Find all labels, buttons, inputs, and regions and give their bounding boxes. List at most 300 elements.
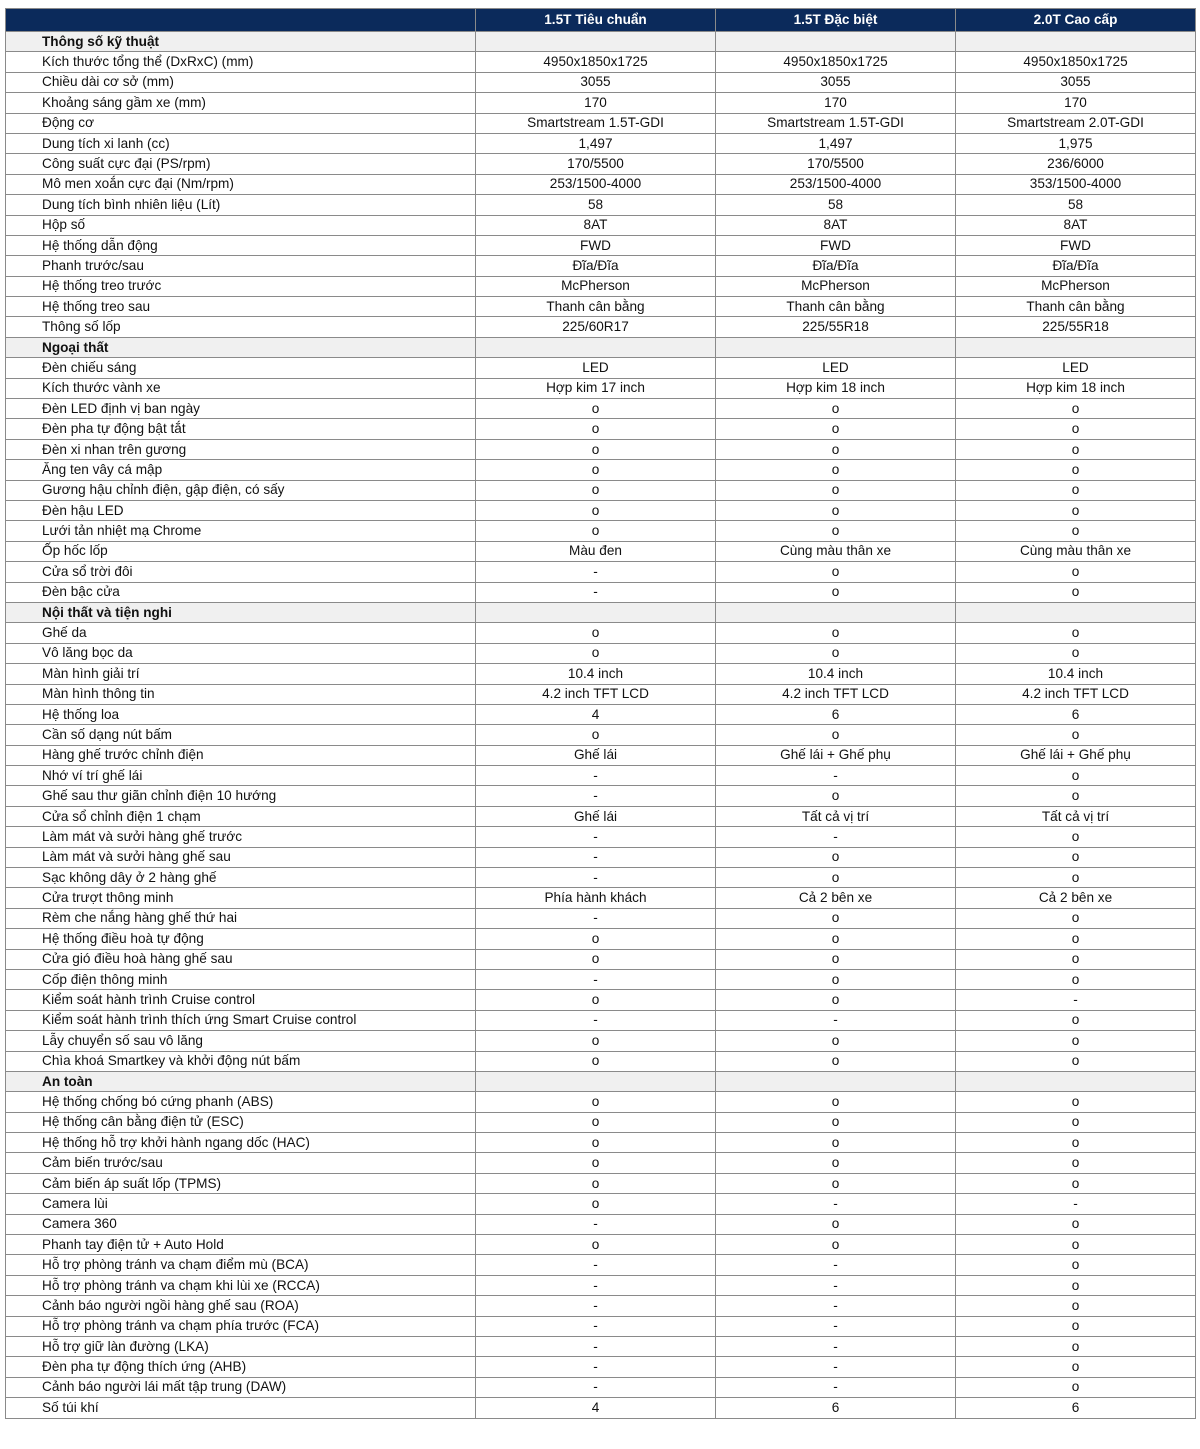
section-empty-cell	[476, 1071, 716, 1091]
row-value: 58	[716, 195, 956, 215]
section-empty-cell	[716, 1071, 956, 1091]
row-value: -	[716, 1337, 956, 1357]
row-label: Đèn chiếu sáng	[6, 358, 476, 378]
table-row	[6, 133, 1196, 153]
row-label: Hỗ trợ phòng tránh va chạm phía trước (FCA)	[6, 1316, 476, 1336]
row-label: Kiểm soát hành trình thích ứng Smart Cruise control	[6, 1010, 476, 1030]
row-label: Làm mát và sưởi hàng ghế sau	[6, 847, 476, 867]
row-value: o	[956, 766, 1196, 786]
row-value: o	[716, 1235, 956, 1255]
row-value: 6	[956, 704, 1196, 724]
table-row	[6, 1031, 1196, 1051]
row-value: 1,497	[476, 133, 716, 153]
row-value: o	[476, 480, 716, 500]
row-value: o	[956, 1235, 1196, 1255]
column-header-3: 2.0T Cao cấp	[956, 9, 1196, 32]
table-row	[6, 1235, 1196, 1255]
row-value: o	[956, 949, 1196, 969]
row-value: -	[476, 786, 716, 806]
row-value: o	[716, 419, 956, 439]
row-value: -	[716, 1275, 956, 1295]
row-value: 4.2 inch TFT LCD	[956, 684, 1196, 704]
row-label: Hỗ trợ giữ làn đường (LKA)	[6, 1337, 476, 1357]
row-value: o	[476, 949, 716, 969]
table-row	[6, 1357, 1196, 1377]
row-value: o	[716, 460, 956, 480]
row-value: o	[476, 419, 716, 439]
row-value: o	[716, 868, 956, 888]
row-value: 8AT	[476, 215, 716, 235]
row-value: o	[476, 1173, 716, 1193]
row-value: -	[476, 582, 716, 602]
row-value: 10.4 inch	[716, 664, 956, 684]
row-value: o	[716, 908, 956, 928]
row-value: o	[956, 827, 1196, 847]
row-label: Ăng ten vây cá mập	[6, 460, 476, 480]
table-row	[6, 1296, 1196, 1316]
row-value: -	[476, 969, 716, 989]
row-value: 170/5500	[476, 154, 716, 174]
section-title: Thông số kỹ thuật	[6, 32, 476, 52]
row-value: o	[956, 847, 1196, 867]
row-label: Nhớ ví trí ghế lái	[6, 766, 476, 786]
row-value: o	[716, 1112, 956, 1132]
row-value: -	[956, 990, 1196, 1010]
row-value: o	[476, 1153, 716, 1173]
table-row	[6, 766, 1196, 786]
row-value: 4950x1850x1725	[716, 52, 956, 72]
table-row	[6, 1377, 1196, 1397]
row-value: o	[956, 1010, 1196, 1030]
row-label: Cửa sổ trời đôi	[6, 562, 476, 582]
row-value: o	[716, 500, 956, 520]
section-empty-cell	[956, 337, 1196, 357]
row-value: -	[476, 1275, 716, 1295]
section-empty-cell	[716, 602, 956, 622]
table-row	[6, 113, 1196, 133]
spec-table-header	[6, 9, 1196, 32]
row-value: o	[956, 1092, 1196, 1112]
row-value: o	[716, 929, 956, 949]
table-row	[6, 868, 1196, 888]
section-title: Ngoại thất	[6, 337, 476, 357]
table-row	[6, 1316, 1196, 1336]
row-value: -	[476, 766, 716, 786]
row-value: 4950x1850x1725	[476, 52, 716, 72]
row-value: o	[476, 623, 716, 643]
row-label: Camera 360	[6, 1214, 476, 1234]
row-value: o	[716, 521, 956, 541]
table-row	[6, 847, 1196, 867]
row-value: 6	[716, 1398, 956, 1418]
table-row	[6, 1173, 1196, 1193]
table-row	[6, 969, 1196, 989]
row-label: Đèn pha tự động bật tắt	[6, 419, 476, 439]
row-value: McPherson	[476, 276, 716, 296]
row-value: o	[956, 1133, 1196, 1153]
table-row	[6, 990, 1196, 1010]
row-value: LED	[956, 358, 1196, 378]
row-value: Ghế lái	[476, 806, 716, 826]
row-value: o	[476, 1133, 716, 1153]
section-empty-cell	[716, 337, 956, 357]
row-label: Hỗ trợ phòng tránh va chạm điểm mù (BCA)	[6, 1255, 476, 1275]
row-value: 58	[476, 195, 716, 215]
row-value: o	[716, 1051, 956, 1071]
row-label: Mô men xoắn cực đại (Nm/rpm)	[6, 174, 476, 194]
row-value: 4	[476, 704, 716, 724]
row-value: 4950x1850x1725	[956, 52, 1196, 72]
row-value: -	[716, 1377, 956, 1397]
row-value: 236/6000	[956, 154, 1196, 174]
row-value: o	[716, 990, 956, 1010]
row-value: o	[956, 1051, 1196, 1071]
row-value: 225/60R17	[476, 317, 716, 337]
row-value: o	[476, 990, 716, 1010]
row-value: o	[716, 725, 956, 745]
row-value: -	[476, 562, 716, 582]
row-label: Kích thước tổng thể (DxRxC) (mm)	[6, 52, 476, 72]
row-value: o	[956, 1275, 1196, 1295]
table-row	[6, 439, 1196, 459]
row-value: -	[476, 868, 716, 888]
row-value: o	[716, 1153, 956, 1173]
row-label: Hộp số	[6, 215, 476, 235]
table-row	[6, 1133, 1196, 1153]
table-row	[6, 276, 1196, 296]
row-label: Cốp điện thông minh	[6, 969, 476, 989]
row-value: o	[956, 1031, 1196, 1051]
row-value: o	[956, 725, 1196, 745]
table-row	[6, 562, 1196, 582]
row-value: o	[476, 1235, 716, 1255]
row-value: o	[716, 1214, 956, 1234]
row-value: o	[956, 500, 1196, 520]
row-value: o	[476, 1112, 716, 1132]
row-value: 225/55R18	[956, 317, 1196, 337]
table-row	[6, 643, 1196, 663]
row-label: Ghế da	[6, 623, 476, 643]
row-label: Hệ thống treo trước	[6, 276, 476, 296]
row-label: Làm mát và sưởi hàng ghế trước	[6, 827, 476, 847]
table-row	[6, 399, 1196, 419]
row-value: o	[476, 1031, 716, 1051]
row-label: Phanh trước/sau	[6, 256, 476, 276]
row-value: Smartstream 1.5T-GDI	[476, 113, 716, 133]
row-value: o	[716, 480, 956, 500]
table-row	[6, 1275, 1196, 1295]
row-value: 6	[716, 704, 956, 724]
table-row	[6, 1112, 1196, 1132]
row-label: Rèm che nắng hàng ghế thứ hai	[6, 908, 476, 928]
row-value: o	[716, 582, 956, 602]
row-label: Chìa khoá Smartkey và khởi động nút bấm	[6, 1051, 476, 1071]
row-label: Hệ thống chống bó cứng phanh (ABS)	[6, 1092, 476, 1112]
row-value: o	[476, 521, 716, 541]
row-value: o	[956, 969, 1196, 989]
row-value: Cả 2 bên xe	[956, 888, 1196, 908]
row-value: Smartstream 1.5T-GDI	[716, 113, 956, 133]
table-row	[6, 174, 1196, 194]
row-label: Hệ thống hỗ trợ khởi hành ngang dốc (HAC)	[6, 1133, 476, 1153]
row-label: Hệ thống cân bằng điện tử (ESC)	[6, 1112, 476, 1132]
row-value: o	[956, 521, 1196, 541]
section-empty-cell	[956, 1071, 1196, 1091]
table-row	[6, 378, 1196, 398]
row-label: Camera lùi	[6, 1194, 476, 1214]
row-label: Sạc không dây ở 2 hàng ghế	[6, 868, 476, 888]
row-value: -	[476, 1214, 716, 1234]
row-value: o	[956, 1296, 1196, 1316]
table-row	[6, 684, 1196, 704]
row-value: -	[476, 827, 716, 847]
table-row	[6, 93, 1196, 113]
row-value: o	[956, 399, 1196, 419]
table-row	[6, 317, 1196, 337]
table-row	[6, 500, 1196, 520]
row-label: Đèn pha tự động thích ứng (AHB)	[6, 1357, 476, 1377]
row-value: 253/1500-4000	[476, 174, 716, 194]
row-value: -	[476, 1357, 716, 1377]
row-value: 170/5500	[716, 154, 956, 174]
table-row	[6, 1010, 1196, 1030]
row-value: -	[476, 1255, 716, 1275]
table-row	[6, 541, 1196, 561]
row-label: Ghế sau thư giãn chỉnh điện 10 hướng	[6, 786, 476, 806]
row-value: o	[716, 1173, 956, 1193]
row-value: o	[716, 847, 956, 867]
row-value: o	[956, 1255, 1196, 1275]
row-label: Màn hình giải trí	[6, 664, 476, 684]
table-row	[6, 806, 1196, 826]
row-value: Đĩa/Đĩa	[716, 256, 956, 276]
row-value: FWD	[716, 235, 956, 255]
row-label: Kiểm soát hành trình Cruise control	[6, 990, 476, 1010]
row-label: Hệ thống treo sau	[6, 297, 476, 317]
table-row	[6, 52, 1196, 72]
row-value: Ghế lái + Ghế phụ	[956, 745, 1196, 765]
table-row	[6, 725, 1196, 745]
row-value: o	[716, 399, 956, 419]
row-value: Tất cả vị trí	[716, 806, 956, 826]
table-row	[6, 929, 1196, 949]
row-value: Thanh cân bằng	[476, 297, 716, 317]
row-label: Đèn bậc cửa	[6, 582, 476, 602]
row-value: o	[476, 439, 716, 459]
row-label: Kích thước vành xe	[6, 378, 476, 398]
row-value: -	[476, 1377, 716, 1397]
row-value: o	[956, 1214, 1196, 1234]
table-row	[6, 827, 1196, 847]
row-value: Thanh cân bằng	[716, 297, 956, 317]
row-label: Hỗ trợ phòng tránh va chạm khi lùi xe (RCCA)	[6, 1275, 476, 1295]
row-value: Thanh cân bằng	[956, 297, 1196, 317]
spec-table	[5, 8, 1196, 1419]
row-value: 3055	[956, 72, 1196, 92]
section-row	[6, 602, 1196, 622]
row-value: 170	[956, 93, 1196, 113]
row-value: McPherson	[956, 276, 1196, 296]
row-value: FWD	[956, 235, 1196, 255]
table-row	[6, 460, 1196, 480]
row-label: Đèn LED định vị ban ngày	[6, 399, 476, 419]
row-label: Dung tích bình nhiên liệu (Lít)	[6, 195, 476, 215]
table-row	[6, 949, 1196, 969]
row-label: Vô lăng bọc da	[6, 643, 476, 663]
section-empty-cell	[956, 32, 1196, 52]
row-value: o	[956, 439, 1196, 459]
row-value: o	[476, 929, 716, 949]
table-row	[6, 1153, 1196, 1173]
row-value: o	[476, 500, 716, 520]
row-value: Hợp kim 18 inch	[956, 378, 1196, 398]
table-row	[6, 215, 1196, 235]
table-row	[6, 358, 1196, 378]
row-value: o	[476, 725, 716, 745]
row-label: Hệ thống dẫn động	[6, 235, 476, 255]
row-value: o	[716, 949, 956, 969]
row-label: Hàng ghế trước chỉnh điện	[6, 745, 476, 765]
table-row	[6, 235, 1196, 255]
row-label: Khoảng sáng gầm xe (mm)	[6, 93, 476, 113]
row-value: Đĩa/Đĩa	[476, 256, 716, 276]
row-value: o	[716, 1133, 956, 1153]
row-value: 170	[476, 93, 716, 113]
row-value: 3055	[476, 72, 716, 92]
row-value: Đĩa/Đĩa	[956, 256, 1196, 276]
section-title: Nội thất và tiện nghi	[6, 602, 476, 622]
row-value: -	[716, 766, 956, 786]
row-label: Cảm biến áp suất lốp (TPMS)	[6, 1173, 476, 1193]
row-value: o	[476, 1194, 716, 1214]
row-value: -	[476, 847, 716, 867]
header-blank-cell	[6, 9, 476, 32]
row-value: 170	[716, 93, 956, 113]
row-label: Hệ thống loa	[6, 704, 476, 724]
section-title: An toàn	[6, 1071, 476, 1091]
row-value: Ghế lái	[476, 745, 716, 765]
row-value: 1,975	[956, 133, 1196, 153]
row-value: -	[716, 1194, 956, 1214]
row-value: o	[956, 562, 1196, 582]
table-row	[6, 664, 1196, 684]
section-empty-cell	[476, 32, 716, 52]
row-value: o	[716, 562, 956, 582]
row-value: o	[956, 419, 1196, 439]
row-value: o	[956, 786, 1196, 806]
row-value: McPherson	[716, 276, 956, 296]
table-row	[6, 1255, 1196, 1275]
row-value: o	[956, 623, 1196, 643]
row-value: -	[716, 1296, 956, 1316]
row-value: o	[956, 1377, 1196, 1397]
row-value: o	[476, 399, 716, 419]
section-empty-cell	[716, 32, 956, 52]
section-row	[6, 32, 1196, 52]
row-value: o	[716, 439, 956, 459]
row-value: o	[476, 1092, 716, 1112]
table-row	[6, 623, 1196, 643]
row-label: Cửa gió điều hoà hàng ghế sau	[6, 949, 476, 969]
row-label: Lưới tản nhiệt mạ Chrome	[6, 521, 476, 541]
table-row	[6, 195, 1196, 215]
table-row	[6, 1337, 1196, 1357]
row-label: Thông số lốp	[6, 317, 476, 337]
row-value: -	[716, 1316, 956, 1336]
row-value: 8AT	[716, 215, 956, 235]
row-value: o	[956, 868, 1196, 888]
row-value: o	[956, 1357, 1196, 1377]
row-value: 8AT	[956, 215, 1196, 235]
section-empty-cell	[476, 337, 716, 357]
row-label: Cửa sổ chỉnh điện 1 chạm	[6, 806, 476, 826]
row-label: Cảnh báo người lái mất tập trung (DAW)	[6, 1377, 476, 1397]
row-value: o	[956, 643, 1196, 663]
row-label: Lẫy chuyển số sau vô lăng	[6, 1031, 476, 1051]
row-label: Màn hình thông tin	[6, 684, 476, 704]
row-label: Cửa trượt thông minh	[6, 888, 476, 908]
row-value: 225/55R18	[716, 317, 956, 337]
row-value: o	[716, 623, 956, 643]
row-value: 10.4 inch	[476, 664, 716, 684]
row-value: Cùng màu thân xe	[956, 541, 1196, 561]
row-value: 4.2 inch TFT LCD	[716, 684, 956, 704]
row-value: -	[716, 827, 956, 847]
row-value: o	[956, 480, 1196, 500]
row-label: Gương hậu chỉnh điện, gập điện, có sấy	[6, 480, 476, 500]
row-value: -	[476, 1010, 716, 1030]
header-row	[6, 9, 1196, 32]
section-empty-cell	[956, 602, 1196, 622]
row-label: Ốp hốc lốp	[6, 541, 476, 561]
row-value: -	[716, 1010, 956, 1030]
row-label: Đèn xi nhan trên gương	[6, 439, 476, 459]
table-row	[6, 1214, 1196, 1234]
row-value: Cùng màu thân xe	[716, 541, 956, 561]
section-row	[6, 1071, 1196, 1091]
row-label: Hệ thống điều hoà tự động	[6, 929, 476, 949]
table-row	[6, 786, 1196, 806]
table-row	[6, 1194, 1196, 1214]
row-value: 6	[956, 1398, 1196, 1418]
row-value: Cả 2 bên xe	[716, 888, 956, 908]
table-row	[6, 480, 1196, 500]
row-value: 4.2 inch TFT LCD	[476, 684, 716, 704]
row-value: o	[716, 786, 956, 806]
row-value: o	[476, 460, 716, 480]
row-label: Đèn hậu LED	[6, 500, 476, 520]
table-row	[6, 745, 1196, 765]
row-label: Số túi khí	[6, 1398, 476, 1418]
row-label: Dung tích xi lanh (cc)	[6, 133, 476, 153]
row-value: Ghế lái + Ghế phụ	[716, 745, 956, 765]
row-value: 58	[956, 195, 1196, 215]
row-value: 1,497	[716, 133, 956, 153]
table-row	[6, 888, 1196, 908]
row-label: Phanh tay điện tử + Auto Hold	[6, 1235, 476, 1255]
row-value: -	[476, 1296, 716, 1316]
row-value: LED	[476, 358, 716, 378]
row-value: Tất cả vị trí	[956, 806, 1196, 826]
section-row	[6, 337, 1196, 357]
table-row	[6, 72, 1196, 92]
spec-table-body	[6, 32, 1196, 1419]
row-value: o	[476, 643, 716, 663]
row-value: o	[956, 1112, 1196, 1132]
column-header-2: 1.5T Đặc biệt	[716, 9, 956, 32]
table-row	[6, 1092, 1196, 1112]
table-row	[6, 1051, 1196, 1071]
